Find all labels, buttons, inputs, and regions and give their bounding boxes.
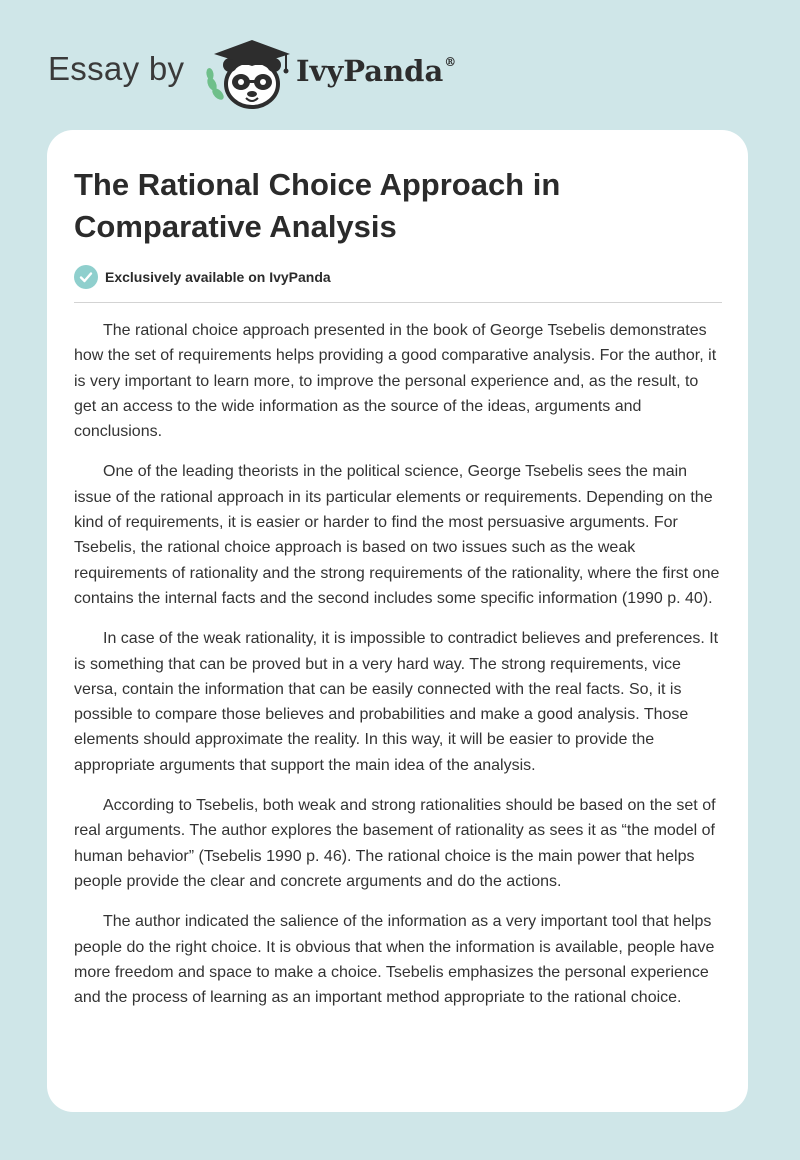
essay-card (47, 130, 748, 1112)
check-icon (74, 265, 98, 289)
paragraph: According to Tsebelis, both weak and strong rationalities should be based on the set of real arguments. The author explores the basement of rationality as sees it as “the model of human behavior” (Tsebelis 1990 p. 46). The rational choice is the main power that helps people provide the clear and concrete arguments and do the actions. (74, 797, 716, 890)
essay-by-label: Essay by (48, 50, 185, 87)
paragraph: In case of the weak rationality, it is impossible to contradict believes and preferences. It is something that can be proved but in a very hard way. The strong requirements, vice versa, contain the information that can be easily connected with the real facts. So, it is possible to compare those believes and probabilities and make a good analysis. Those elements should approximate the reality. In this way, it will be easier to provide the appropriate arguments that support the main idea of the analysis. (74, 630, 719, 774)
divider (74, 302, 722, 303)
panda-graduate-icon[interactable] (202, 38, 294, 115)
page-title: The Rational Choice Approach in Comparative Analysis (74, 167, 561, 244)
paragraph: The author indicated the salience of the information as a very important tool that helps people do the right choice. It is obvious that when the information is available, people have more freedom and space to make a choice. Tsebelis emphasizes the personal experience and the process of learning as an important method appropriate to the rational choice. (74, 913, 715, 1007)
exclusive-badge (74, 264, 331, 290)
exclusive-badge-label: Exclusively available on IvyPanda (105, 269, 331, 285)
paragraph: The rational choice approach presented in the book of George Tsebelis demonstrates how the set of requirements helps providing a good comparative analysis. For the author, it is very important to learn more, to improve the personal experience and, as the result, to get an access to the wide information as the source of the ideas, arguments and conclusions. (74, 322, 717, 441)
essay-body (74, 318, 724, 1025)
paragraph: One of the leading theorists in the political science, George Tsebelis sees the main issue of the rational approach in its particular elements or requirements. Depending on the kind of requirements, it is easier or harder to find the most persuasive arguments. For Tsebelis, the rational choice approach is based on two issues such as the weak requirements of rationality and the strong requirements of the rationality, where the first one contains the internal facts and the second includes some specific information (1990 p. 40). (74, 463, 720, 607)
registered-mark: ® (444, 55, 457, 70)
site-header (46, 38, 746, 108)
brand-name[interactable]: IvyPanda® (296, 54, 457, 88)
